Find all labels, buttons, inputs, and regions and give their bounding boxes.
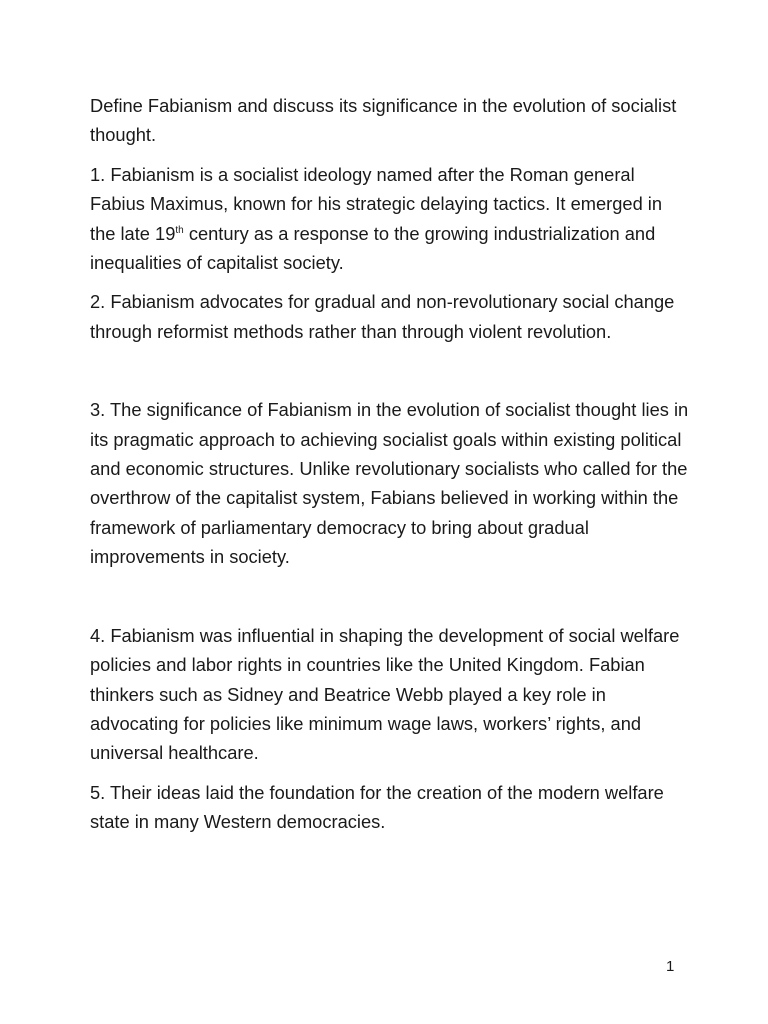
- page-number: 1: [666, 958, 675, 975]
- point-2-paragraph: 2. Fabianism advocates for gradual and non-revolutionary social change through reformist methods rather than through violent revolution.: [90, 291, 675, 342]
- point-1-paragraph: [90, 160, 690, 278]
- ordinal-superscript: th: [175, 224, 184, 236]
- document-body: [90, 91, 690, 847]
- point-3-paragraph: 3. The significance of Fabianism in the evolution of socialist thought lies in its pragmatic approach to achieving socialist goals within existing political and economic structures. Unlike revolutionary socialists who called for the overthrow of the capitalist system, Fabians believed in working within the framework of parliamentary democracy to bring about gradual improvements in society.: [90, 399, 689, 568]
- point-4-paragraph: 4. Fabianism was influential in shaping the development of social welfare policies and labor rights in countries like the United Kingdom. Fabian thinkers such as Sidney and Beatrice Webb played a key role in advocating for policies like minimum wage laws, workers’ rights, and universal healthcare.: [90, 624, 680, 764]
- point-1-text: 1. Fabianism is a socialist ideology named after the Roman general Fabius Maximus, known for his strategic delaying tactics. It emerged in the late 19: [90, 163, 663, 244]
- point-1-text-continued: century as a response to the growing industrialization and inequalities of capitalist society.: [90, 222, 656, 274]
- point-5-paragraph: 5. Their ideas laid the foundation for the creation of the modern welfare state in many Western democracies.: [90, 781, 664, 833]
- question-heading: Define Fabianism and discuss its significance in the evolution of socialist thought.: [90, 95, 677, 146]
